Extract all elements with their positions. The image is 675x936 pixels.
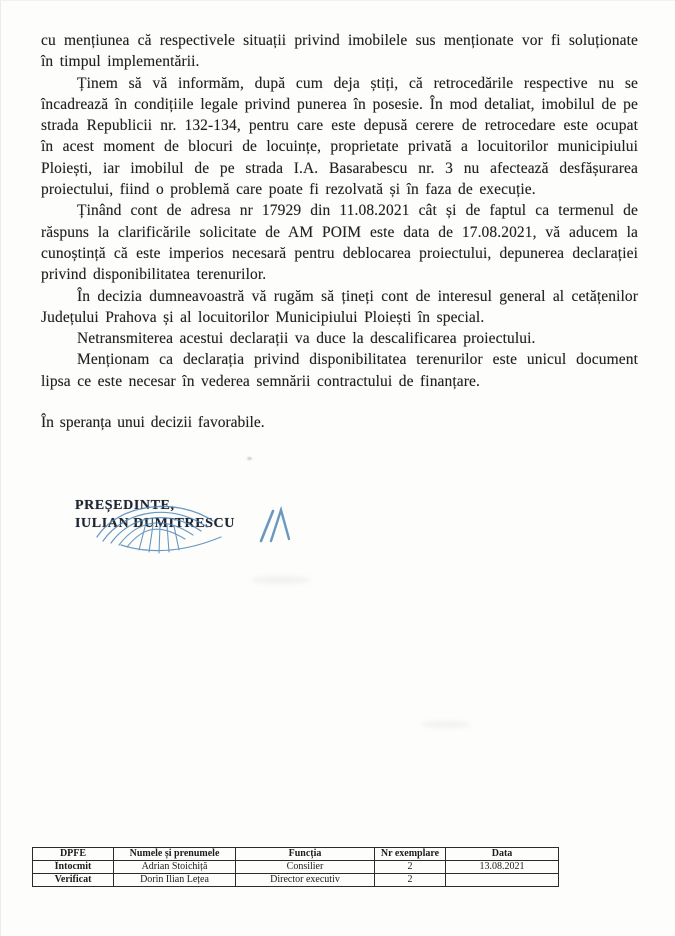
signer-title: PREȘEDINTE,	[75, 498, 175, 514]
table-cell	[446, 874, 559, 887]
paragraph: Ținând cont de adresa nr 17929 din 11.08.2021 cât și de faptul ca termenul de răspuns la clarificările solicitate de AM POIM este data de 17.08.2021, vă aducem la cunoștință că este imperios necesară pentru deblocarea proiectului, depunerea declarației privind disponibilitatea terenurilor.	[41, 202, 638, 284]
table-header-dpfe: DPFE	[33, 848, 114, 861]
table-cell: Verificat	[33, 874, 114, 887]
table-header-name: Numele și prenumele	[114, 848, 236, 861]
table-cell: 2	[375, 874, 446, 887]
paragraph: cu mențiunea că respectivele situații privind imobilele sus menționate vor fi soluționate în timpul implementării.	[41, 32, 638, 71]
table-row	[33, 861, 559, 874]
closing-line: În speranța unui decizii favorabile.	[41, 414, 265, 432]
table-cell: Director executiv	[236, 874, 375, 887]
letter-body	[41, 30, 638, 533]
approval-table	[32, 847, 559, 887]
signature-block	[75, 497, 365, 533]
scan-speck	[247, 457, 252, 460]
table-cell: Dorin Ilian Lețea	[114, 874, 236, 887]
table-header-function: Funcția	[236, 848, 375, 861]
table-cell: 2	[375, 861, 446, 874]
table-cell: Adrian Stoichiță	[114, 861, 236, 874]
scan-smudge	[251, 576, 311, 584]
table-header-copies: Nr exemplare	[375, 848, 446, 861]
signer-name: IULIAN DUMITRESCU	[75, 516, 235, 532]
paragraph: Ținem să vă informăm, după cum deja știți, că retrocedările respective nu se încadrează în condițiile legale privind punerea în posesie. În mod detaliat, imobilul de pe strada Republicii nr. 132-134, pentru care este depusă cerere de retrocedare este ocupat în acest moment de blocuri de locuințe, proprietate privată a locuitorilor municipiului Ploiești, iar imobilul de pe strada I.A. Basarabescu nr. 3 nu afectează desfășurarea proiectului, fiind o problemă care poate fi rezolvată și în faza de execuție.	[41, 74, 638, 199]
paragraph: Netransmiterea acestui declarații va duce la descalificarea proiectului.	[77, 330, 536, 348]
table-header-row	[33, 848, 559, 861]
table-cell: Întocmit	[33, 861, 114, 874]
table-cell: 13.08.2021	[446, 861, 559, 874]
scan-smudge	[421, 721, 471, 728]
table-row	[33, 874, 559, 887]
paragraph: Menționam ca declarația privind disponibilitatea terenurilor este unicul document lipsa ce este necesar în vederea semnării contractului de finanțare.	[41, 351, 638, 390]
table-cell: Consilier	[236, 861, 375, 874]
table-header-date: Data	[446, 848, 559, 861]
paragraph: În decizia dumneavoastră vă rugăm să țineți cont de interesul general al cetățenilor Județului Prahova și al locuitorilor Municipiului Ploiești în special.	[41, 287, 638, 326]
